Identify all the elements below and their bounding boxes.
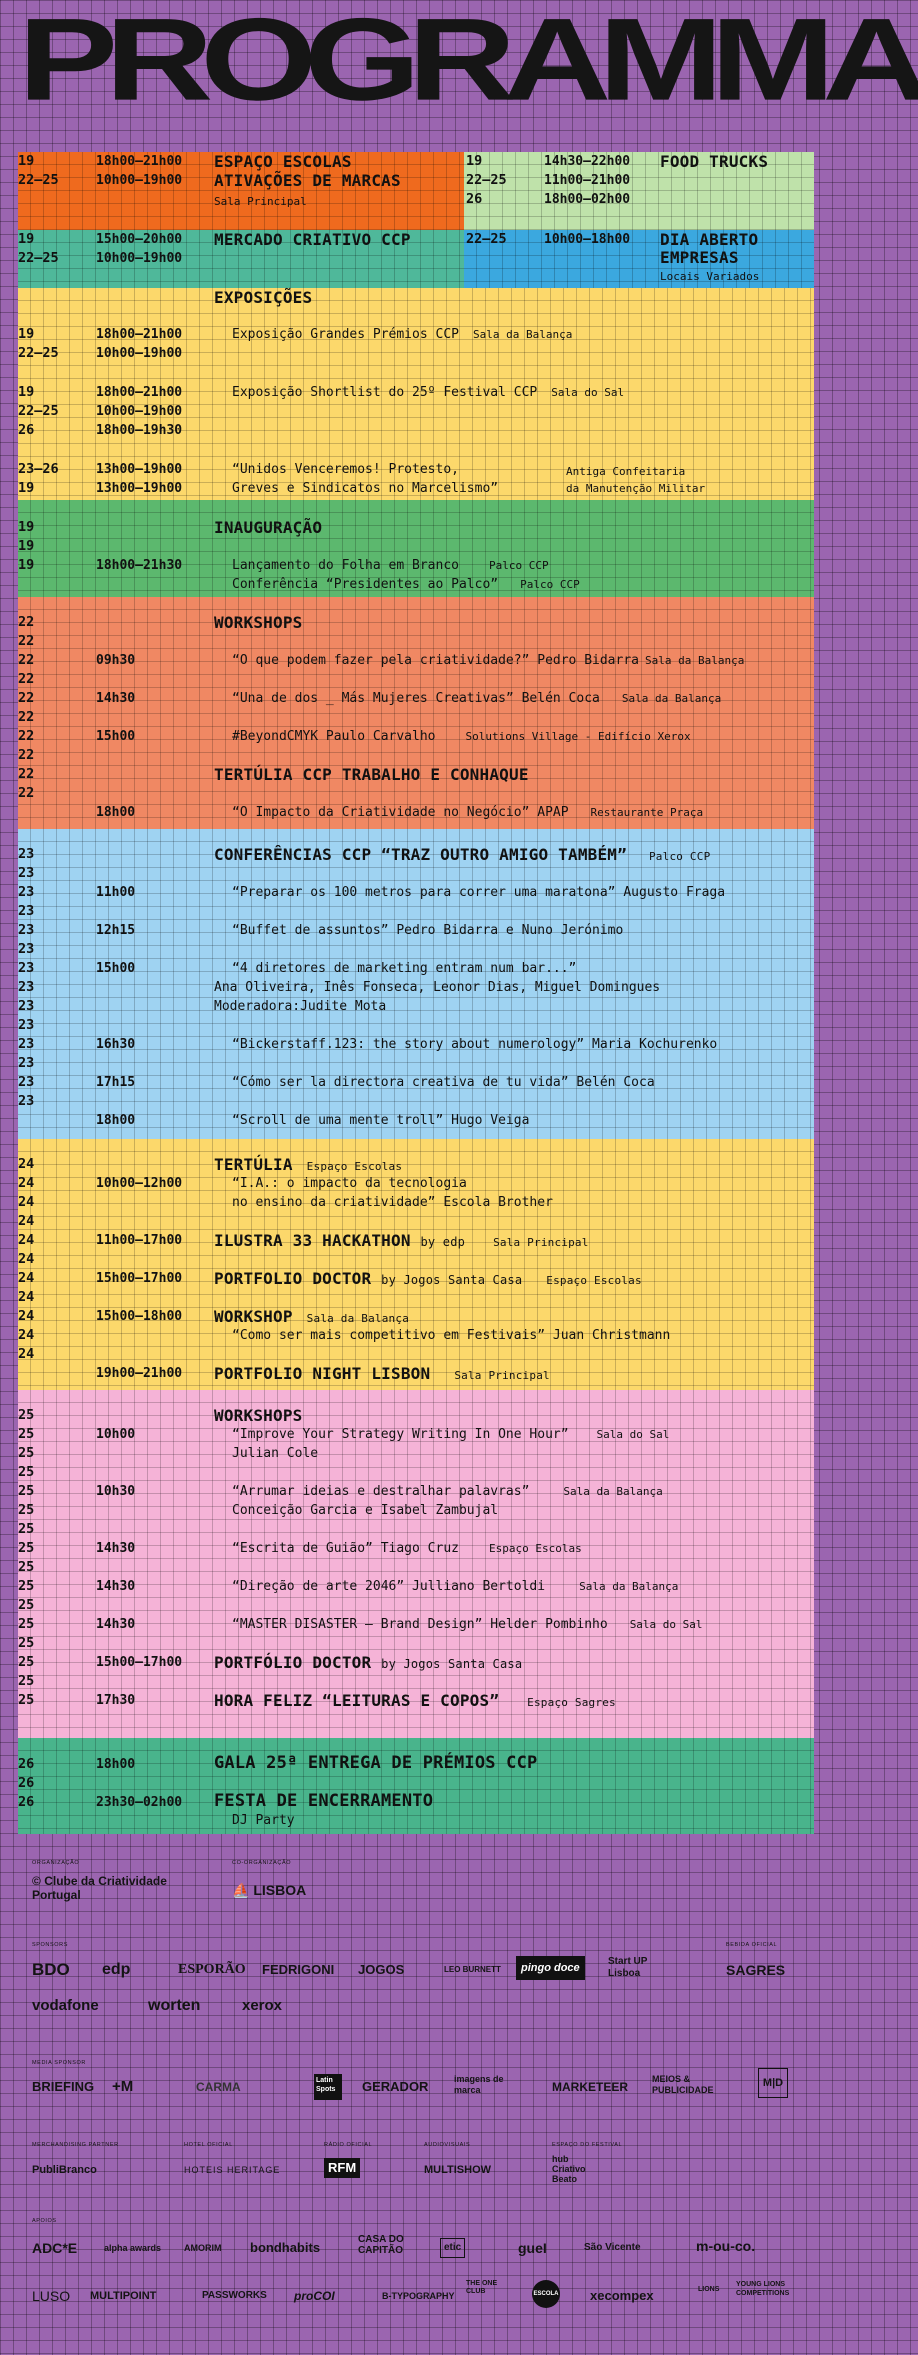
- time: 10h00–18h00: [544, 232, 631, 247]
- time: 18h00–02h00: [544, 192, 631, 207]
- venue: Espaço Sagres: [527, 1696, 616, 1709]
- date: 24: [18, 1251, 35, 1267]
- time: 10h00–12h00: [96, 1176, 183, 1191]
- time: 11h00–17h00: [96, 1233, 183, 1248]
- sagres-logo: SAGRES: [726, 1962, 786, 1978]
- section-mercado-criativo: [18, 230, 464, 288]
- ccp-logo: © Clube da Criatividade Portugal: [32, 1874, 167, 1902]
- event: [232, 1425, 669, 1444]
- guel-logo: gueI: [518, 2240, 547, 2256]
- time: 15h00–17h00: [96, 1655, 183, 1670]
- adce-logo: ADC*E: [32, 2240, 78, 2256]
- event-title: Greves e Sindicatos no Marcelismo”: [232, 481, 499, 496]
- jogos-logo: JOGOS: [358, 1962, 405, 1977]
- event-speaker: Julian Cole: [232, 1446, 319, 1461]
- venue: Sala Principal: [214, 195, 307, 208]
- publibranco-logo: PubliBranco: [32, 2164, 97, 2176]
- date: 25: [18, 1464, 35, 1480]
- time: 13h00–19h00: [96, 481, 183, 496]
- heading: WORKSHOPS: [214, 613, 303, 632]
- date: 25: [18, 1559, 35, 1575]
- date: 25: [18, 1654, 35, 1670]
- procoi-logo: proCOI: [294, 2289, 335, 2303]
- heading: INAUGURAÇÃO: [214, 518, 323, 537]
- escola-logo: ESCOLA: [532, 2280, 560, 2308]
- page-title: PROGRAMMA: [18, 0, 918, 125]
- event-subtitle: DJ Party: [232, 1813, 295, 1828]
- heading-text: HORA FELIZ “LEITURAS E COPOS”: [214, 1691, 500, 1710]
- heading: GALA 25ª ENTREGA DE PRÉMIOS CCP: [214, 1753, 538, 1773]
- worten-logo: worten: [148, 1997, 201, 2014]
- date: 22–25: [18, 345, 59, 361]
- event: [232, 727, 691, 746]
- date: 22: [18, 747, 35, 763]
- time: 10h00: [96, 1427, 136, 1442]
- heading: [214, 1155, 402, 1174]
- date: 25: [18, 1597, 35, 1613]
- bondhabits-logo: bondhabits: [250, 2240, 321, 2255]
- event-title: “Arrumar ideias e destralhar palavras”: [232, 1484, 530, 1499]
- event-title: Exposição Grandes Prémios CCP: [232, 327, 459, 342]
- date: 23: [18, 1093, 35, 1109]
- heading: FOOD TRUCKS: [660, 152, 769, 171]
- time: 13h00–19h00: [96, 462, 183, 477]
- media-label: MEDIA SPONSOR: [32, 2060, 86, 2066]
- venue: Palco CCP: [648, 850, 711, 863]
- heading: [214, 1231, 589, 1250]
- by-line: by Jogos Santa Casa: [381, 1657, 523, 1671]
- time: 14h30: [96, 1541, 136, 1556]
- section-conferencias-23: [18, 829, 814, 1139]
- casa-do-capitao-logo: CASA DO CAPITÃO: [358, 2234, 404, 2256]
- event-title: “Scroll de uma mente troll” Hugo Veiga: [232, 1113, 530, 1128]
- lions-logo: LIONS: [698, 2286, 720, 2293]
- date: 25: [18, 1635, 35, 1651]
- briefing-logo: BRIEFING: [32, 2079, 95, 2094]
- venue: Espaço Escolas: [546, 1274, 642, 1287]
- date: 26: [18, 1794, 35, 1810]
- event-title: “MASTER DISASTER – Brand Design” Helder Pombinho: [232, 1617, 608, 1632]
- leo-burnett-logo: LEO BURNETT: [444, 1965, 501, 1974]
- date: 24: [18, 1308, 35, 1324]
- date: 25: [18, 1673, 35, 1689]
- date: 19: [466, 153, 483, 169]
- event-title: “Escrita de Guião” Tiago Cruz: [232, 1541, 459, 1556]
- event-title: Conferência “Presidentes ao Palco”: [232, 577, 499, 592]
- time: 18h00–21h00: [96, 385, 183, 400]
- heading-text: TERTÚLIA: [214, 1155, 293, 1174]
- alpha-awards-logo: alpha awards: [104, 2243, 162, 2253]
- time: 10h00–19h00: [96, 173, 183, 188]
- event-title: Exposição Shortlist do 25º Festival CCP: [232, 385, 538, 400]
- date: 22–25: [18, 250, 59, 266]
- time: 12h15: [96, 923, 136, 938]
- hub-criativo-beato-logo: hub Criativo Beato: [552, 2154, 586, 2184]
- rfm-logo: RFM: [324, 2158, 360, 2178]
- date: 22: [18, 728, 35, 744]
- amorim-logo: AMORIM: [184, 2243, 222, 2253]
- time: 18h00: [96, 1113, 136, 1128]
- section-food-trucks: [464, 152, 814, 230]
- time: 17h30: [96, 1693, 136, 1708]
- section-day-24: [18, 1139, 814, 1390]
- heading: [214, 1691, 616, 1710]
- event-title: “O Impacto da Criatividade no Negócio” APAP: [232, 805, 569, 820]
- date: 25: [18, 1445, 35, 1461]
- event: [232, 1615, 703, 1634]
- b-typography-logo: B-TYPOGRAPHY: [382, 2291, 455, 2301]
- venue: Sala da Balança: [621, 692, 722, 705]
- section-espaco-escolas: [18, 152, 464, 230]
- date: 26: [18, 422, 35, 438]
- event-title: “Como ser mais competitivo em Festivais” Juan Christmann: [232, 1328, 671, 1343]
- time: 10h00–19h00: [96, 346, 183, 361]
- heading: [214, 1364, 550, 1383]
- multishow-logo: MULTISHOW: [424, 2164, 492, 2176]
- date: 19: [18, 326, 35, 342]
- organization-label: ORGANIZAÇÃO: [32, 1860, 80, 1866]
- date: 22–25: [466, 231, 507, 247]
- event: [232, 556, 549, 575]
- vodafone-logo: vodafone: [32, 1997, 99, 2014]
- time: 19h00–21h00: [96, 1366, 183, 1381]
- venue: Sala da Balança: [563, 1485, 663, 1498]
- young-lions-logo: YOUNG LIONS COMPETITIONS: [736, 2281, 790, 2297]
- event-title: “Buffet de assuntos” Pedro Bidarra e Nuno Jerónimo: [232, 923, 624, 938]
- xecompex-logo: xecompex: [590, 2288, 654, 2303]
- event: [232, 651, 744, 670]
- radio-label: RÁDIO OFICIAL: [324, 2142, 373, 2148]
- venue: Sala do Sal: [551, 386, 625, 399]
- merchandising-label: MERCHANDISING PARTNER: [32, 2142, 119, 2148]
- gerador-logo: GERADOR: [362, 2079, 429, 2094]
- audiovisuais-label: AUDIOVISUAIS: [424, 2142, 471, 2148]
- venue: Restaurante Praça: [590, 806, 704, 819]
- time: 17h15: [96, 1075, 136, 1090]
- one-club-logo: THE ONE CLUB: [466, 2280, 498, 2295]
- date: 19: [18, 480, 35, 496]
- fedrigoni-logo: FEDRIGONI: [262, 1962, 335, 1977]
- date: 22: [18, 709, 35, 725]
- heading: ATIVAÇÕES DE MARCAS: [214, 171, 401, 190]
- date: 22: [18, 633, 35, 649]
- event-title: “Cómo ser la directora creativa de tu vida” Belén Coca: [232, 1075, 655, 1090]
- heading: EMPRESAS: [660, 248, 739, 267]
- event-title: Lançamento do Folha em Branco: [232, 558, 459, 573]
- event-speaker: Conceição Garcia e Isabel Zambujal: [232, 1503, 499, 1518]
- date: 24: [18, 1213, 35, 1229]
- venue: Espaço Escolas: [488, 1542, 582, 1555]
- multipoint-logo: MULTIPOINT: [90, 2290, 157, 2302]
- etic-logo: etic: [440, 2238, 465, 2258]
- sponsors-label: SPONSORS: [32, 1942, 68, 1948]
- time: 15h00–20h00: [96, 232, 183, 247]
- date: 25: [18, 1616, 35, 1632]
- heading: DIA ABERTO: [660, 230, 759, 249]
- coorganization-label: CO-ORGANIZAÇÃO: [232, 1860, 292, 1866]
- date: 25: [18, 1521, 35, 1537]
- venue: Espaço Escolas: [306, 1160, 403, 1173]
- date: 26: [466, 191, 483, 207]
- time: 18h00: [96, 805, 136, 820]
- date: 19: [18, 384, 35, 400]
- date: 23: [18, 1055, 35, 1071]
- time: 10h30: [96, 1484, 136, 1499]
- section-inauguracao: [18, 500, 814, 597]
- date: 19: [18, 231, 35, 247]
- event-title: #BeyondCMYK Paulo Carvalho: [232, 729, 436, 744]
- heading: WORKSHOPS: [214, 1406, 303, 1425]
- heading-text: PORTFOLIO DOCTOR: [214, 1269, 372, 1288]
- date: 23: [18, 1074, 35, 1090]
- apoios-label: APOIOS: [32, 2218, 57, 2224]
- venue: Locais Variados: [660, 270, 760, 283]
- date: 25: [18, 1502, 35, 1518]
- m-ou-co-logo: m-ou-co.: [696, 2238, 756, 2254]
- date: 19: [18, 557, 35, 573]
- venue: Sala Principal: [493, 1236, 589, 1249]
- plus-m-logo: +M: [112, 2078, 134, 2095]
- event-title: “Preparar os 100 metros para correr uma maratona” Augusto Fraga: [232, 885, 726, 900]
- venue: da Manutenção Militar: [566, 482, 706, 495]
- event: [232, 1482, 663, 1501]
- marketeer-logo: MARKETEER: [552, 2080, 629, 2094]
- time: 23h30–02h00: [96, 1795, 183, 1810]
- date: 26: [18, 1775, 35, 1791]
- latin-spots-logo: Latin Spots: [314, 2074, 342, 2100]
- event-title: “4 diretores de marketing entram num bar...”: [232, 961, 577, 976]
- venue: Palco CCP: [488, 559, 549, 572]
- heading-text: ILUSTRA 33 HACKATHON: [214, 1231, 411, 1250]
- venue: Sala do Sal: [596, 1428, 670, 1441]
- heading: [214, 1653, 522, 1672]
- esporao-logo: ESPORÃO: [178, 1962, 246, 1977]
- time: 15h00–17h00: [96, 1271, 183, 1286]
- time: 10h00–19h00: [96, 404, 183, 419]
- venue: Palco CCP: [520, 578, 580, 591]
- date: 25: [18, 1407, 35, 1423]
- date: 25: [18, 1483, 35, 1499]
- date: 23: [18, 846, 35, 862]
- section-day-26: [18, 1738, 814, 1834]
- date: 22: [18, 785, 35, 801]
- event-title: “Unidos Venceremos! Protesto,: [232, 462, 459, 477]
- luso-logo: LUSO: [32, 2288, 71, 2304]
- venue: Sala Principal: [454, 1369, 550, 1382]
- venue: Sala da Balança: [645, 654, 745, 667]
- date: 25: [18, 1540, 35, 1556]
- heading: EXPOSIÇÕES: [214, 288, 313, 307]
- event: [232, 1577, 678, 1596]
- date: 23: [18, 1017, 35, 1033]
- passworks-logo: PASSWORKS: [202, 2290, 267, 2301]
- time: 18h00–19h30: [96, 423, 183, 438]
- time: 11h00: [96, 885, 136, 900]
- event: [232, 383, 624, 402]
- bebida-label: BEBIDA OFICIAL: [726, 1942, 778, 1948]
- heading: [214, 845, 710, 864]
- date: 22: [18, 766, 35, 782]
- date: 26: [18, 1756, 35, 1772]
- heading-text: CONFERÊNCIAS CCP “TRAZ OUTRO AMIGO TAMBÉM”: [214, 845, 627, 864]
- time: 11h00–21h00: [544, 173, 631, 188]
- time: 15h00–18h00: [96, 1309, 183, 1324]
- venue: Sala da Balança: [306, 1312, 410, 1325]
- time: 09h30: [96, 653, 136, 668]
- date: 22–25: [18, 172, 59, 188]
- hoteis-heritage-logo: HOTEIS HERITAGE: [184, 2165, 281, 2175]
- xerox-logo: xerox: [242, 1997, 283, 2014]
- heading: [214, 1307, 409, 1326]
- lisboa-crest-icon: ⛵: [232, 1882, 254, 1898]
- heading: FESTA DE ENCERRAMENTO: [214, 1791, 434, 1811]
- venue: Sala do Sal: [629, 1618, 703, 1631]
- event-title: “Una de dos _ Más Mujeres Creativas” Belén Coca: [232, 691, 600, 706]
- venue: Antiga Confeitaria: [566, 465, 686, 478]
- heading: TERTÚLIA CCP TRABALHO E CONHAQUE: [214, 765, 529, 784]
- by-line: by edp: [420, 1235, 466, 1249]
- event: [232, 1539, 582, 1558]
- heading-text: PORTFOLIO NIGHT LISBON: [214, 1364, 431, 1383]
- date: 19: [18, 538, 35, 554]
- date: 23: [18, 903, 35, 919]
- time: 14h30–22h00: [544, 154, 631, 169]
- event-title: “Direção de arte 2046” Julliano Bertoldi: [232, 1579, 546, 1594]
- heading-text: WORKSHOP: [214, 1307, 293, 1326]
- md-logo: M|D: [758, 2068, 788, 2098]
- date: 23: [18, 1036, 35, 1052]
- venue: Solutions Village - Edifício Xerox: [465, 730, 691, 743]
- section-day-25: [18, 1390, 814, 1738]
- event: [232, 803, 703, 822]
- lisboa-logo: ⛵ LISBOA: [232, 1882, 307, 1898]
- edp-logo: edp: [102, 1961, 131, 1978]
- date: 19: [18, 153, 35, 169]
- heading: [214, 1269, 642, 1288]
- date: 24: [18, 1156, 35, 1172]
- date: 23: [18, 960, 35, 976]
- date: 23: [18, 922, 35, 938]
- time: 14h30: [96, 1579, 136, 1594]
- sao-vicente-logo: São Vicente: [584, 2242, 641, 2253]
- date: 24: [18, 1346, 35, 1362]
- event-title: “Improve Your Strategy Writing In One Hour”: [232, 1427, 569, 1442]
- bdo-logo: BDO: [32, 1960, 70, 1979]
- date: 24: [18, 1327, 35, 1343]
- time: 14h30: [96, 1617, 136, 1632]
- time: 18h00–21h00: [96, 327, 183, 342]
- by-line: by Jogos Santa Casa: [381, 1273, 523, 1287]
- time: 14h30: [96, 691, 136, 706]
- date: 23–26: [18, 461, 59, 477]
- date: 25: [18, 1426, 35, 1442]
- pingo-doce-logo: pingo doce: [516, 1956, 585, 1980]
- heading: ESPAÇO ESCOLAS: [214, 152, 352, 171]
- time: 18h00–21h00: [96, 154, 183, 169]
- event-moderator: Moderadora:Judite Mota: [214, 999, 387, 1014]
- date: 19: [18, 519, 35, 535]
- venue: Sala da Balança: [579, 1580, 679, 1593]
- meios-publicidade-logo: MEIOS & PUBLICIDADE: [652, 2074, 714, 2095]
- imagens-de-marca-logo: imagens de marca: [454, 2074, 504, 2095]
- event-title: “Bickerstaff.123: the story about numerology” Maria Kochurenko: [232, 1037, 718, 1052]
- time: 15h00: [96, 729, 136, 744]
- date: 24: [18, 1289, 35, 1305]
- festival-space-label: ESPAÇO DO FESTIVAL: [552, 2142, 623, 2148]
- copyright-icon: ©: [32, 1874, 45, 1888]
- event: [232, 575, 580, 594]
- date: 22: [18, 690, 35, 706]
- event-speakers: Ana Oliveira, Inês Fonseca, Leonor Dias, Miguel Domingues: [214, 980, 661, 995]
- date: 23: [18, 884, 35, 900]
- event: [232, 325, 572, 344]
- time: 10h00–19h00: [96, 251, 183, 266]
- date: 24: [18, 1175, 35, 1191]
- date: 24: [18, 1232, 35, 1248]
- event-title: “O que podem fazer pela criatividade?” Pedro Bidarra: [232, 653, 639, 668]
- date: 23: [18, 941, 35, 957]
- date: 23: [18, 979, 35, 995]
- sponsors-area: [32, 1850, 800, 2340]
- startup-lisboa-logo: Start UP Lisboa: [608, 1956, 648, 1979]
- time: 18h00: [96, 1757, 136, 1772]
- date: 23: [18, 865, 35, 881]
- event-title: no ensino da criatividade” Escola Brother: [232, 1195, 553, 1210]
- time: 18h00–21h30: [96, 558, 183, 573]
- date: 24: [18, 1194, 35, 1210]
- time: 15h00: [96, 961, 136, 976]
- date: 22: [18, 614, 35, 630]
- heading: MERCADO CRIATIVO CCP: [214, 230, 411, 249]
- section-exposicoes: [18, 288, 814, 500]
- date: 22–25: [466, 172, 507, 188]
- carma-logo: CARMA: [196, 2080, 241, 2094]
- venue: Sala da Balança: [472, 328, 573, 341]
- event-title: “I.A.: o impacto da tecnologia: [232, 1176, 467, 1191]
- heading-text: PORTFÓLIO DOCTOR: [214, 1653, 372, 1672]
- event: [232, 689, 721, 708]
- date: 22: [18, 671, 35, 687]
- section-dia-aberto: [464, 230, 814, 288]
- date: 24: [18, 1270, 35, 1286]
- section-workshops-22: [18, 597, 814, 829]
- date: 25: [18, 1692, 35, 1708]
- date: 25: [18, 1578, 35, 1594]
- hotel-label: HOTEL OFICIAL: [184, 2142, 233, 2148]
- time: 16h30: [96, 1037, 136, 1052]
- date: 23: [18, 998, 35, 1014]
- date: 22: [18, 652, 35, 668]
- date: 22–25: [18, 403, 59, 419]
